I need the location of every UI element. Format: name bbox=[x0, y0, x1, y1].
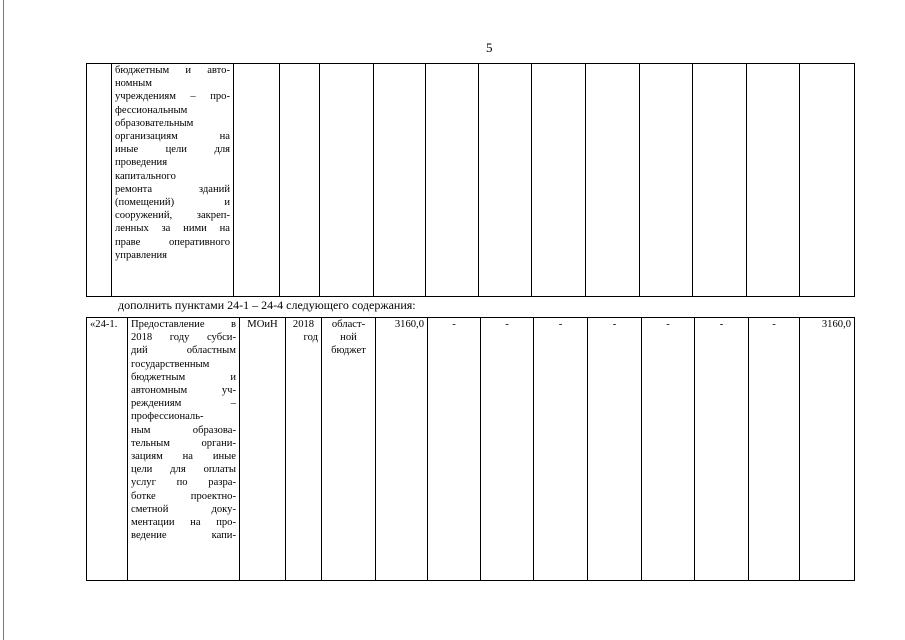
description-line: управления bbox=[115, 249, 168, 261]
item-total: 3160,0 bbox=[376, 318, 428, 581]
cell-amount bbox=[693, 64, 747, 297]
description-line: реждениям – bbox=[131, 398, 236, 410]
cell-amount bbox=[532, 64, 586, 297]
item-last-value: 3160,0 bbox=[800, 318, 855, 581]
description-line: государственным bbox=[131, 358, 210, 370]
description-line: организациям на bbox=[115, 131, 230, 143]
cell-source bbox=[320, 64, 374, 297]
item-executor: МОиН bbox=[240, 318, 286, 581]
description-line: профессиональ- bbox=[131, 411, 204, 423]
item-year bbox=[286, 318, 322, 581]
new-items-table bbox=[86, 317, 855, 581]
description-line: проведения bbox=[115, 157, 168, 169]
item-source bbox=[322, 318, 376, 581]
description-line: зациям на иные bbox=[131, 451, 236, 463]
description-line: услуг по разра- bbox=[131, 477, 236, 489]
description-line: тельным органи- bbox=[131, 437, 236, 449]
description-line: номным bbox=[115, 78, 152, 90]
item-dash: - bbox=[588, 318, 642, 581]
description-line: капитального bbox=[115, 170, 176, 182]
item-dash: - bbox=[428, 318, 481, 581]
description-line: (помещений) и bbox=[115, 197, 230, 209]
description-line: бюджетным и авто- bbox=[115, 65, 230, 76]
description-line: цели для оплаты bbox=[131, 464, 236, 476]
description-line: бюджетным и bbox=[131, 371, 236, 383]
description-line: автономным уч- bbox=[131, 385, 236, 397]
description-line: дий областным bbox=[131, 345, 236, 357]
item-dash: - bbox=[642, 318, 695, 581]
year-line: год bbox=[303, 332, 318, 344]
description-line: фессиональным bbox=[115, 104, 188, 116]
source-line: бюджет bbox=[331, 345, 366, 357]
cell-amount bbox=[426, 64, 479, 297]
description-line: учреждениям – про- bbox=[115, 91, 230, 103]
description-line: ремонта зданий bbox=[115, 183, 230, 195]
year-line: 2018 bbox=[292, 319, 315, 330]
cell-description bbox=[112, 64, 234, 297]
description-line: ментации на про- bbox=[131, 517, 236, 529]
description-line: сооружений, закреп- bbox=[115, 210, 230, 222]
cell-executor bbox=[234, 64, 280, 297]
cell-amount bbox=[479, 64, 532, 297]
source-line: ной bbox=[340, 332, 357, 344]
cell-amount bbox=[586, 64, 640, 297]
description-line: ленных за ними на bbox=[115, 223, 230, 235]
item-dash: - bbox=[749, 318, 800, 581]
cell-amount bbox=[640, 64, 693, 297]
cell-year bbox=[280, 64, 320, 297]
description-line: праве оперативного bbox=[115, 236, 230, 248]
description-line: ботке проектно- bbox=[131, 490, 236, 502]
intro-text: дополнить пунктами 24-1 – 24-4 следующего содержания: bbox=[118, 298, 416, 312]
item-dash: - bbox=[534, 318, 588, 581]
source-line: област- bbox=[331, 319, 366, 330]
description-line: сметной доку- bbox=[131, 503, 236, 515]
description-line: Предоставление в bbox=[131, 319, 236, 330]
item-dash: - bbox=[481, 318, 534, 581]
description-line: иные цели для bbox=[115, 144, 230, 156]
page-number: 5 bbox=[486, 40, 493, 55]
cell-total bbox=[374, 64, 426, 297]
description-line: образовательным bbox=[115, 117, 194, 129]
cell-amount bbox=[800, 64, 855, 297]
continued-table bbox=[86, 63, 855, 297]
item-number: «24-1. bbox=[87, 318, 128, 581]
item-dash: - bbox=[695, 318, 749, 581]
cell-amount bbox=[747, 64, 800, 297]
description-line: ведение капи- bbox=[131, 530, 236, 542]
item-description bbox=[128, 318, 240, 581]
description-line: 2018 году субси- bbox=[131, 332, 236, 344]
scan-edge-line bbox=[3, 0, 4, 640]
description-line: ным образова- bbox=[131, 424, 236, 436]
cell-number bbox=[87, 64, 112, 297]
